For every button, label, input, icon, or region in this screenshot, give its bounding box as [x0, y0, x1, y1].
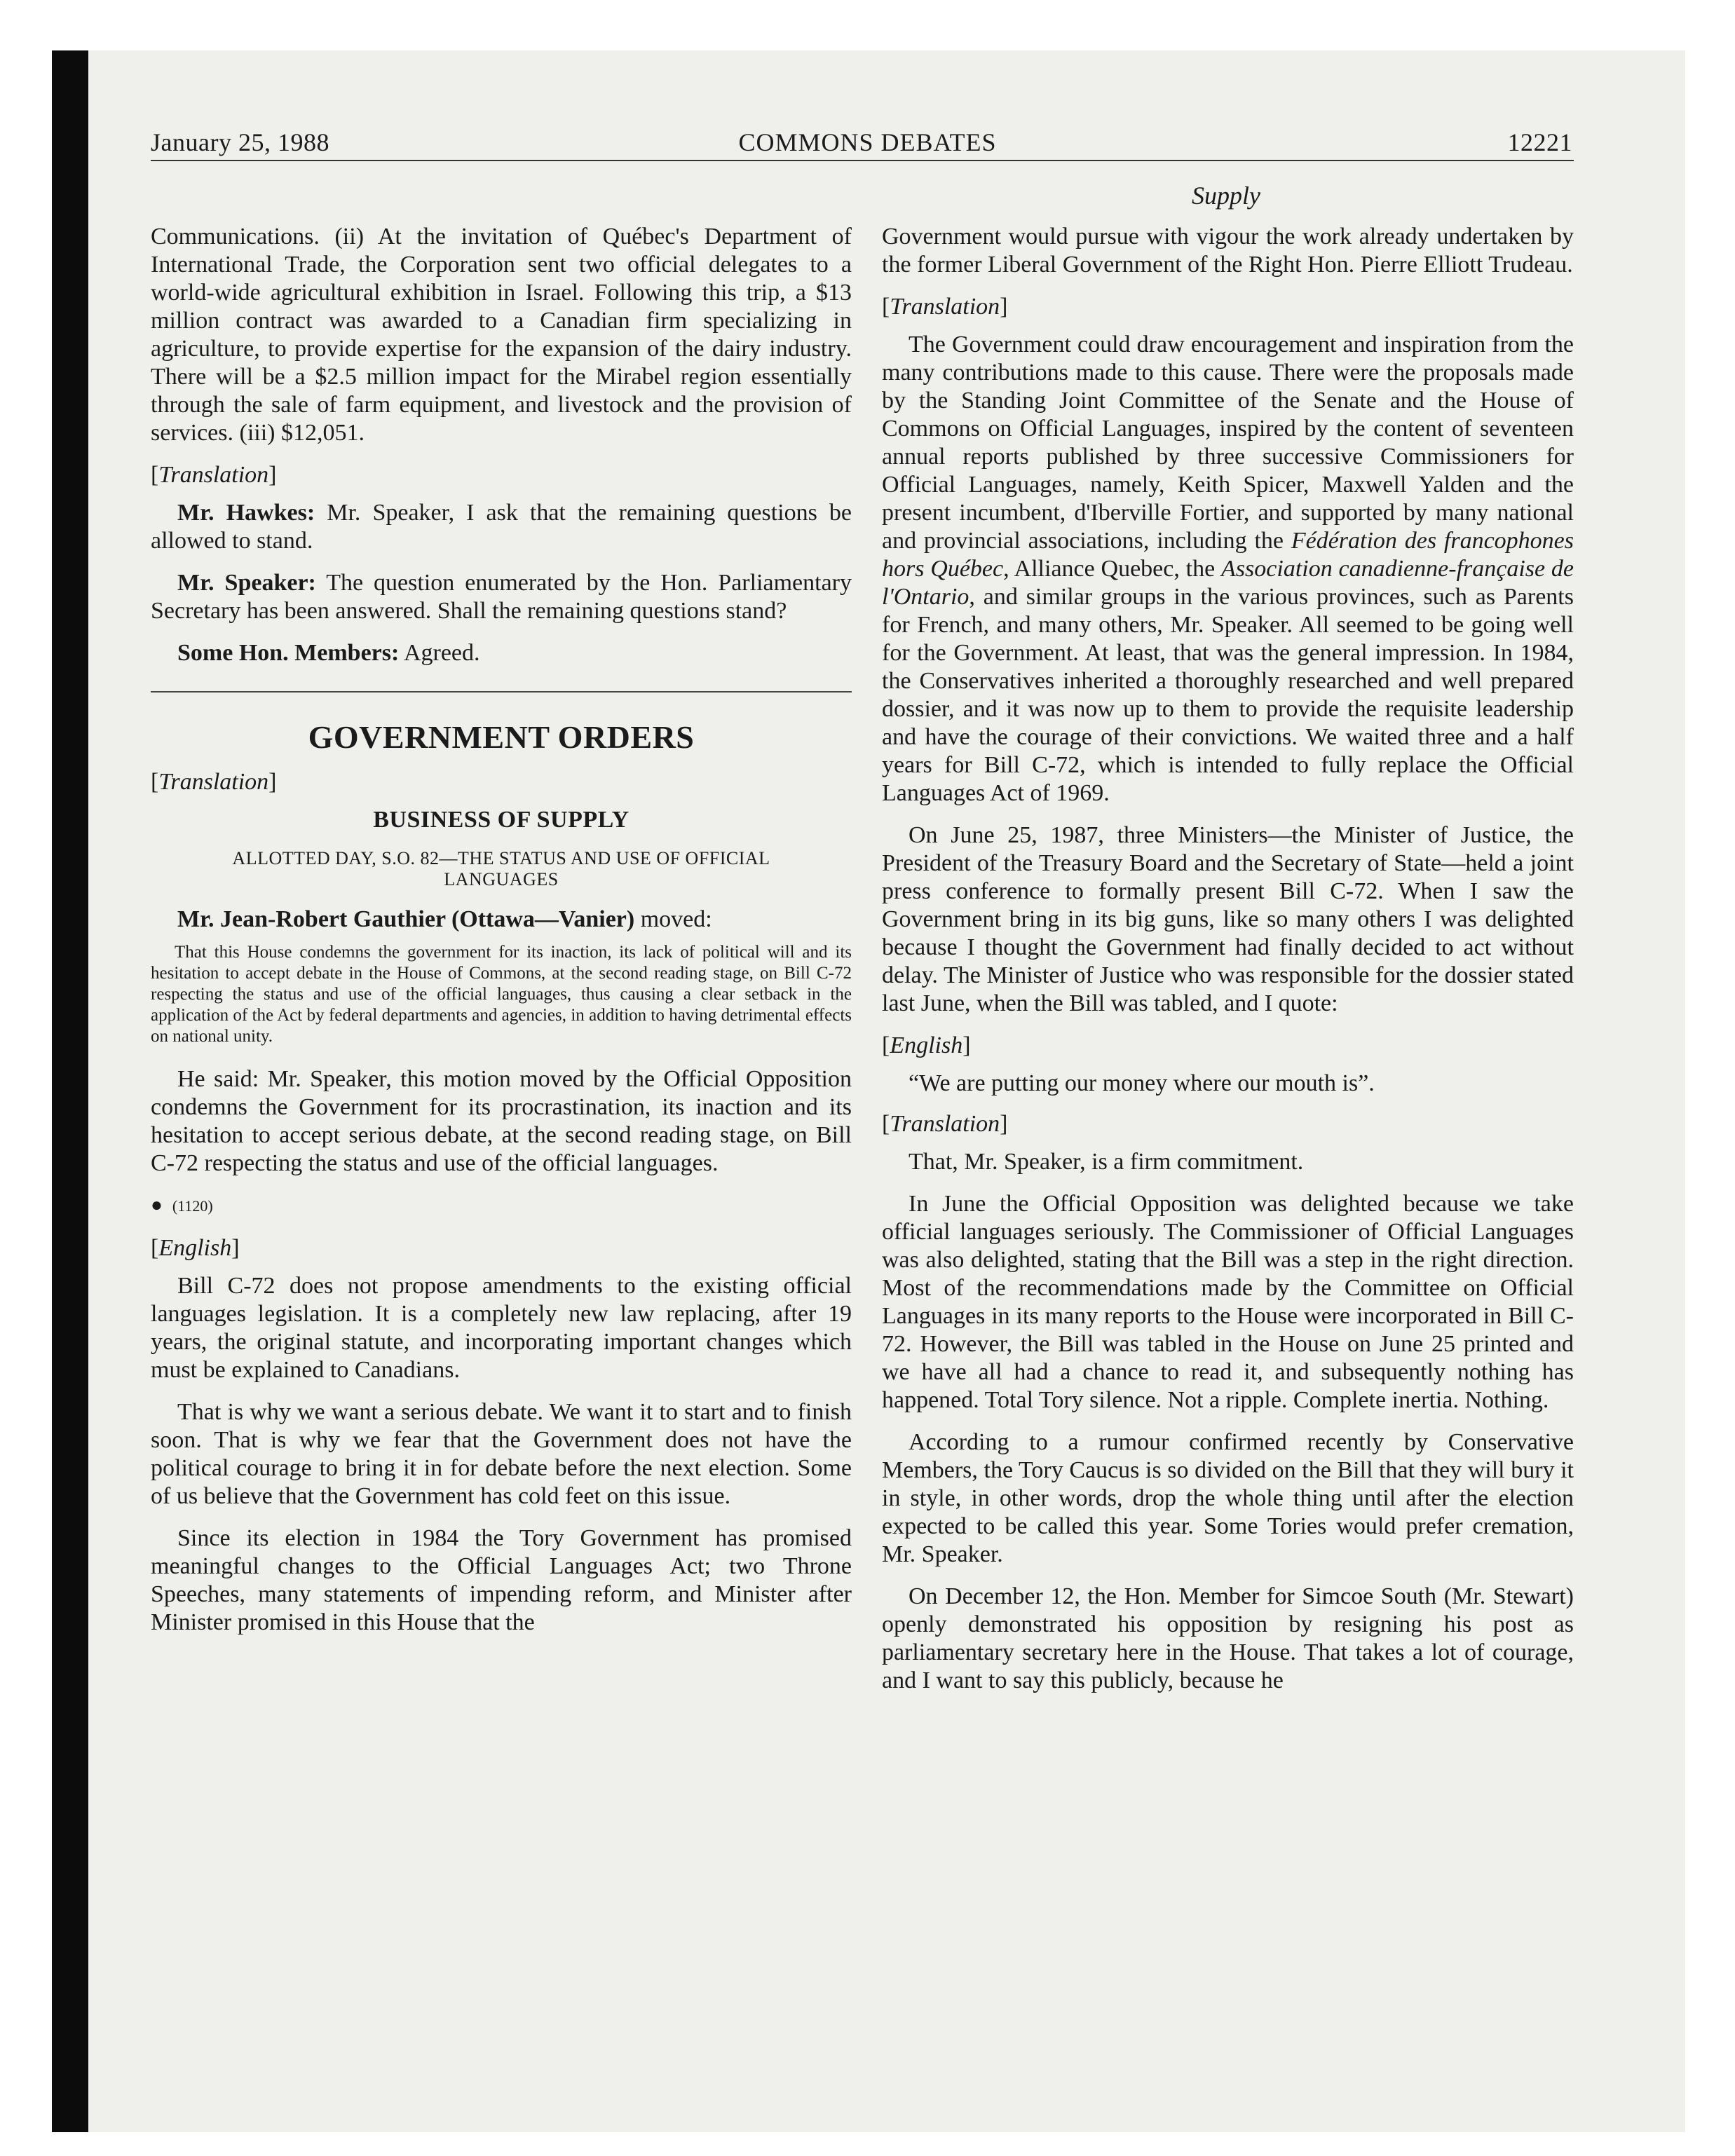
- paragraph: Since its election in 1984 the Tory Government has promised meaningful changes to the Official Languages Act; two Throne Speeches, many statements of impending reform, and Minister after Minister promised in this House that the: [151, 1525, 852, 1635]
- right-column: [882, 223, 1574, 1709]
- subsection-heading: BUSINESS OF SUPPLY: [373, 807, 630, 833]
- paragraph: On June 25, 1987, three Ministers—the Minister of Justice, the President of the Treasury Board and the Secretary of State—held a joint press conference to formally present Bill C-72. When I saw the Government bring in its big guns, like so many others I was delighted because I thought the Government had finally decided to act without delay. The Minister of Justice who was responsible for the dossier stated last June, when the Bill was tabled, and I quote:: [882, 822, 1574, 1016]
- speaker-name: Some Hon. Members:: [177, 640, 400, 666]
- header-page-number: 12221: [1507, 128, 1572, 156]
- paragraph: The Government could draw encouragement and inspiration from the many contributions made to this cause. There were the proposals made by the Standing Joint Committee of the Senate and the House of Commons on Official Languages, inspired by the content of seventeen annual reports published by three successive Commissioners for Official Languages, namely, Keith Spicer, Maxwell Yalden and the present incumbent, d'Iberville Fortier, and supported by many national and provincial associations, including the Fédération des francophones hors Québec, Alliance Quebec, the Association canadienne-française de l'Ontario, and similar groups in the various provinces, such as Parents for French, and many others, Mr. Speaker. All seemed to be going well for the Government. At least, that was the general impression. In 1984, the Conservatives inherited a thoroughly researched and well prepared dossier, and it was now up to them to provide the requisite leadership and have the courage of their convictions. We waited three and a half years for Bill C-72, which is intended to fully replace the Official Languages Act of 1969.: [882, 332, 1574, 806]
- speaker-name: Mr. Speaker:: [177, 570, 316, 596]
- header-date: January 25, 1988: [151, 128, 329, 156]
- bullet-icon: ●: [151, 1194, 163, 1216]
- header-publication: COMMONS DEBATES: [738, 128, 997, 156]
- paragraph: Government would pursue with vigour the work already undertaken by the former Liberal Government of the Right Hon. Pierre Elliott Trudeau.: [882, 224, 1574, 278]
- paragraph: According to a rumour confirmed recently by Conservative Members, the Tory Caucus is so divided on the Bill that they will bury it in style, in other words, drop the whole thing until after the election expected to be called this year. Some Tories would prefer cremation, Mr. Speaker.: [882, 1429, 1574, 1567]
- timestamp: ● (1120): [151, 1194, 213, 1216]
- language-tag: [Translation]: [882, 294, 1008, 320]
- section-heading: GOVERNMENT ORDERS: [308, 719, 695, 755]
- paragraph: He said: Mr. Speaker, this motion moved by the Official Opposition condemns the Government for its procrastination, its inaction and its hesitation to accept serious debate, at the second reading stage, on Bill C-72 respecting the status and use of the official languages.: [151, 1066, 852, 1176]
- paragraph: That is why we want a serious debate. We want it to start and to finish soon. That is why we fear that the Government does not have the political courage to bring it in for debate before the next election. Some of us believe that the Government has cold feet on this issue.: [151, 1399, 852, 1509]
- section-divider: [151, 691, 852, 692]
- language-tag: [Translation]: [882, 1111, 1008, 1137]
- header-rule: [151, 160, 1574, 161]
- quotation: “We are putting our money where our mouth is”.: [909, 1070, 1375, 1096]
- paragraph: Communications. (ii) At the invitation of Québec's Department of International Trade, the Corporation sent two official delegates to a world-wide agricultural exhibition in Israel. Following this trip, a $13 million contract was awarded to a Canadian firm specializing in agriculture, to provide expertise for the expansion of the dairy industry. There will be a $2.5 million impact for the Mirabel region essentially through the sale of farm equipment, and livestock and the provision of services. (iii) $12,051.: [151, 224, 852, 446]
- binding-edge: [52, 50, 88, 2132]
- paragraph: Mr. Hawkes: Mr. Speaker, I ask that the remaining questions be allowed to stand.: [151, 500, 852, 554]
- language-tag: [Translation]: [151, 769, 277, 795]
- section-running-title: Supply: [1192, 182, 1260, 210]
- paragraph: In June the Official Opposition was delighted because we take official languages seriously. The Commissioner of Official Languages was also delighted, stating that the Bill was a step in the right direction. Most of the recommendations made by the Committee on Official Languages in its many reports to the House were incorporated in Bill C-72. However, the Bill was tabled in the House on June 25 printed and we have all had a chance to read it, and subsequently nothing has happened. Total Tory silence. Not a ripple. Complete inertia. Nothing.: [882, 1191, 1574, 1413]
- mover-line: Mr. Jean-Robert Gauthier (Ottawa—Vanier) moved:: [177, 906, 712, 932]
- language-tag: [English]: [882, 1032, 971, 1058]
- paragraph: That, Mr. Speaker, is a firm commitment.: [909, 1149, 1304, 1175]
- speaker-name: Mr. Hawkes:: [177, 500, 315, 526]
- paragraph: On December 12, the Hon. Member for Simcoe South (Mr. Stewart) openly demonstrated his opposition by resigning his post as parliamentary secretary here in the House. That takes a lot of courage, and I want to say this publicly, because he: [882, 1583, 1574, 1693]
- paragraph: Some Hon. Members: Agreed.: [177, 640, 480, 666]
- left-column: [151, 223, 852, 1651]
- allotted-day-heading: ALLOTTED DAY, S.O. 82—THE STATUS AND USE OF OFFICIAL LANGUAGES: [232, 848, 770, 889]
- language-tag: [English]: [151, 1235, 240, 1261]
- language-tag: [Translation]: [151, 462, 277, 488]
- motion-text: That this House condemns the government for its inaction, its lack of political will and its hesitation to accept debate in the House of Commons, at the second reading stage, on Bill C-72 respecting the status and use of the official languages, thus causing a clear setback in the application of the Act by federal departments and agencies, in addition to having detrimental effects on national unity.: [151, 943, 852, 1046]
- paragraph: Bill C-72 does not propose amendments to the existing official languages legislation. It is a completely new law replacing, after 19 years, the original statute, and incorporating important changes which must be explained to Canadians.: [151, 1273, 852, 1383]
- paragraph: Mr. Speaker: The question enumerated by the Hon. Parliamentary Secretary has been answered. Shall the remaining questions stand?: [151, 570, 852, 624]
